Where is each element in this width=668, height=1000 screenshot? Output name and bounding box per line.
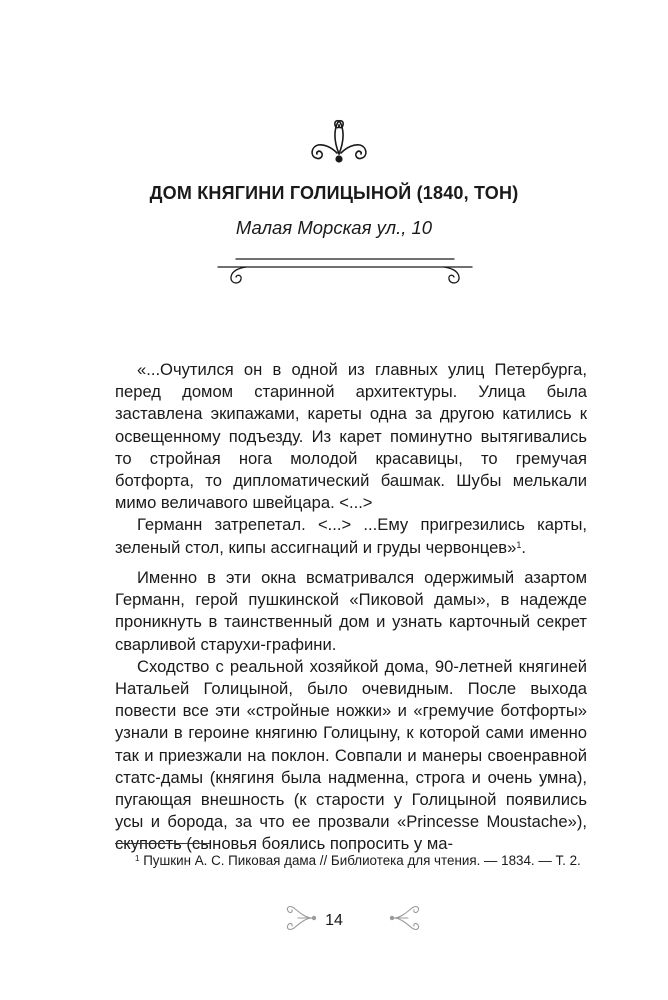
page-number-right-ornament-icon	[386, 901, 424, 935]
footnote	[115, 852, 587, 871]
footnote-marker: 1	[135, 854, 140, 863]
fleuron-ornament-icon	[304, 112, 374, 166]
body-paragraph: Сходство с реальной хозяйкой дома, 90-летней княгиней Натальей Голицыной, было очевидным. После выхода повести все эти «стройные ножки» и «гремучие ботфорты» узнали в героине княгиню Голицыну, к которой сами именно так и приезжали на поклон. Совпали и манеры своенравной статс-дамы (княгиня была надменна, строга и очень умна), пугающая внешность (к старости у Голицыной появились усы и борода, за что ее прозвали «Princesse Moustache»), скупость (сыновья боялись попросить у ма-	[115, 656, 587, 854]
footnote-divider	[115, 843, 210, 844]
page-number: 14	[325, 912, 343, 929]
quote-paragraph: «...Очутился он в одной из главных улиц Петербурга, перед домом старинной архитектуры. Улица была заставлена экипажами, кареты одна за другою катились к освещенному подъезду. Из карет поминутно вытягивались то стройная нога молодой красавицы, то гремучая ботфорта, то дипломатический башмак. Шубы мелькали мимо величавого швейцара. <...>	[115, 360, 587, 513]
footnote-reference: 1	[516, 539, 522, 550]
address-subtitle: Малая Морская ул., 10	[235, 217, 433, 238]
quote-paragraph: Германн затрепетал. <...> ...Ему пригрезились карты, зеленый стол, кипы ассигнаций и груды червонцев»$^1$.	[115, 515, 587, 557]
quote-paragraph-text: Германн затрепетал. <...> ...Ему пригрезились карты, зеленый стол, кипы ассигнаций и груды червонцев»	[115, 515, 587, 557]
pushkin-quote	[115, 359, 587, 559]
divider-ornament-icon	[210, 254, 480, 290]
main-text	[115, 567, 587, 856]
body-paragraph: Именно в эти окна всматривался одержимый азартом Германн, герой пушкинской «Пиковой дамы», в надежде проникнуть в таинственный дом и узнать карточный секрет сварливой старухи-графини.	[115, 568, 587, 654]
footnote-text: Пушкин А. С. Пиковая дама // Библиотека для чтения. — 1834. — Т. 2.	[143, 853, 581, 868]
chapter-title: ДОМ КНЯГИНИ ГОЛИЦЫНОЙ (1840, ТОН)	[149, 183, 519, 203]
